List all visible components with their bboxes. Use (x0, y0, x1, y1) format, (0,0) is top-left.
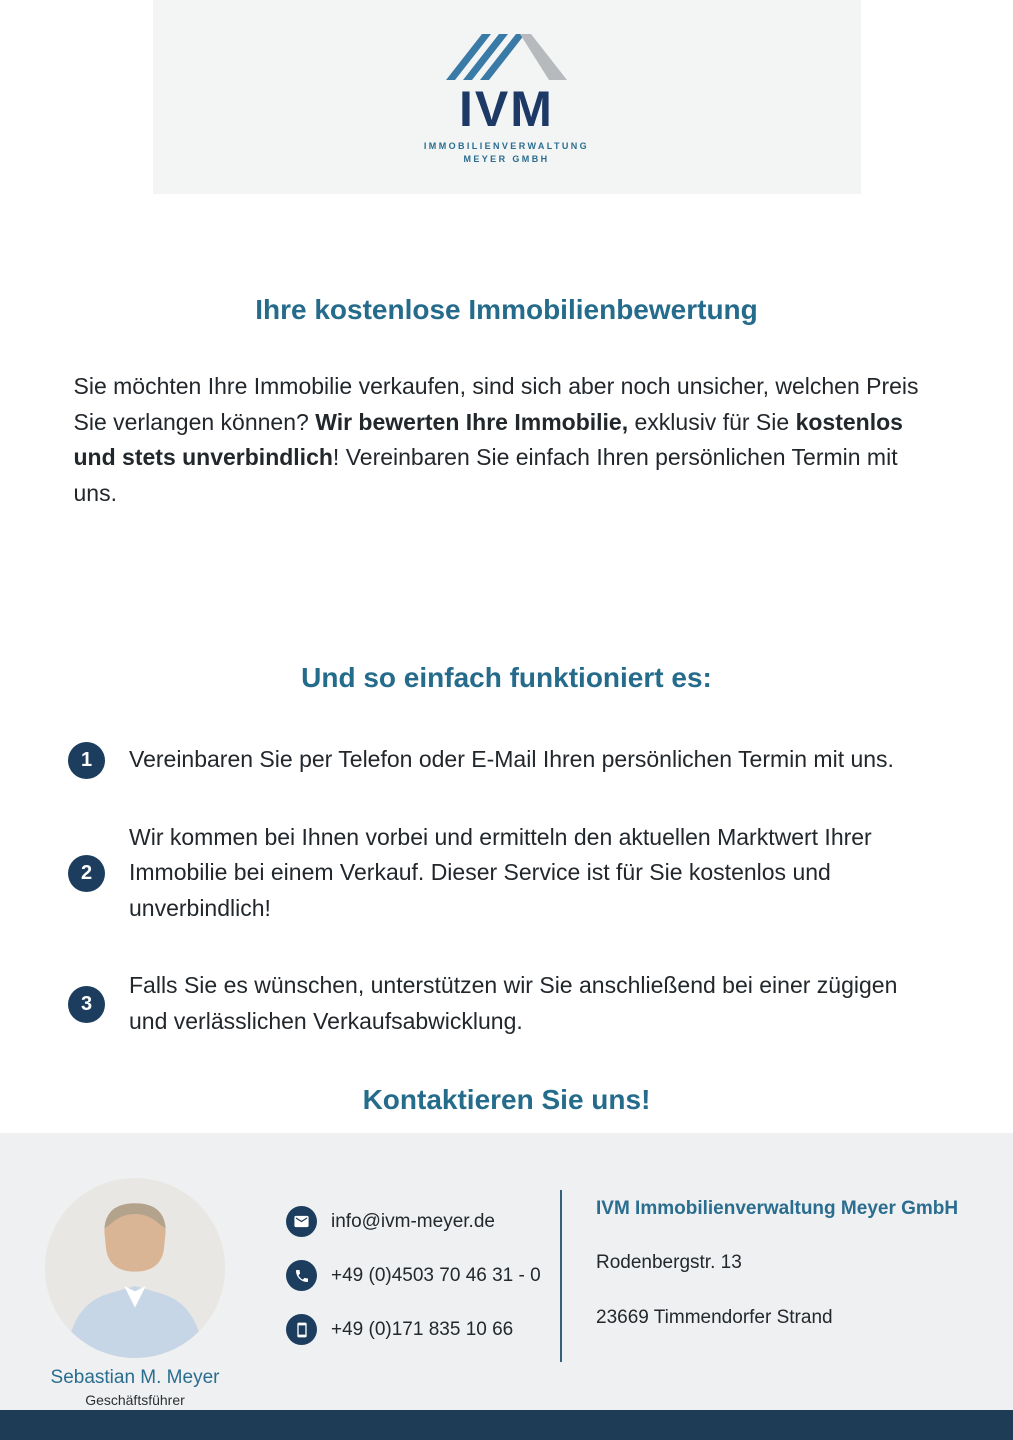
step-2 (68, 820, 948, 928)
intro-paragraph-part5: ! Vereinbaren Sie einfach Ihren persönlichen Termin mit uns. (73, 444, 898, 506)
company-name: IVM Immobilienverwaltung Meyer GmbH (596, 1198, 959, 1219)
company-logo (424, 28, 589, 167)
step-1 (68, 742, 948, 779)
footer-company (596, 1178, 958, 1410)
intro-paragraph-part4-bold: kostenlos und stets unverbindlich (73, 408, 903, 471)
header-band (153, 0, 861, 194)
person-photo-placeholder (45, 1178, 225, 1358)
email-icon (286, 1206, 317, 1237)
bottom-bar (0, 1410, 1013, 1440)
mobile-value[interactable]: +49 (0)171 835 10 66 (331, 1318, 514, 1340)
mobile-icon (286, 1314, 317, 1345)
contact-row-mobile (286, 1314, 536, 1345)
email-value[interactable]: info@ivm-meyer.de (331, 1210, 495, 1232)
step-3-text: Falls Sie es wünschen, unterstützen wir Sie anschließend bei einer zügigen und verlässlichen Verkaufsabwicklung. (129, 972, 898, 1035)
contact-heading: Kontaktieren Sie uns! (362, 1083, 651, 1115)
footer-contacts (286, 1178, 541, 1410)
person-name: Sebastian M. Meyer (50, 1367, 220, 1388)
company-street: Rodenbergstr. 13 (596, 1252, 742, 1273)
intro-paragraph-part3: exklusiv für Sie (628, 408, 796, 435)
person-role: Geschäftsführer (85, 1392, 185, 1408)
how-it-works-title: Und so einfach funktioniert es: (301, 661, 712, 693)
footer-divider (560, 1190, 562, 1362)
logo-wordmark: IVM (459, 80, 554, 137)
intro-title: Ihre kostenlose Immobilienbewertung (255, 294, 758, 325)
avatar (45, 1178, 225, 1358)
intro-paragraph (74, 369, 940, 512)
roof-icon (440, 28, 572, 82)
step-2-text: Wir kommen bei Ihnen vorbei und ermitteln den aktuellen Marktwert Ihrer Immobilie bei einem Verkauf. Dieser Service ist für Sie kostenlos und unverbindlich! (129, 823, 872, 922)
step-2-number-badge: 2 (68, 855, 105, 892)
logo-subtitle-line1: IMMOBILIENVERWALTUNG (423, 140, 590, 151)
footer (0, 1133, 1013, 1410)
footer-person (0, 1178, 270, 1410)
phone-icon (286, 1260, 317, 1291)
logo-subtitle (424, 140, 589, 167)
phone-value[interactable]: +49 (0)4503 70 46 31 - 0 (331, 1264, 541, 1286)
steps-list (68, 742, 948, 1040)
step-3-number-badge: 3 (68, 986, 105, 1023)
contact-row-phone (286, 1260, 541, 1291)
logo-subtitle-line2: MEYER GMBH (463, 154, 550, 164)
intro-paragraph-part1: Sie möchten Ihre Immobilie verkaufen, sind sich aber noch unsicher, welchen Preis Sie verlangen können? (73, 373, 919, 435)
step-1-number-badge: 1 (68, 742, 105, 779)
intro-paragraph-part2-bold: Wir bewerten Ihre Immobilie, (315, 408, 629, 435)
company-city: 23669 Timmendorfer Strand (596, 1307, 833, 1328)
step-3 (68, 968, 948, 1040)
step-1-text: Vereinbaren Sie per Telefon oder E-Mail Ihren persönlichen Termin mit uns. (129, 746, 894, 773)
contact-row-email (286, 1206, 536, 1237)
